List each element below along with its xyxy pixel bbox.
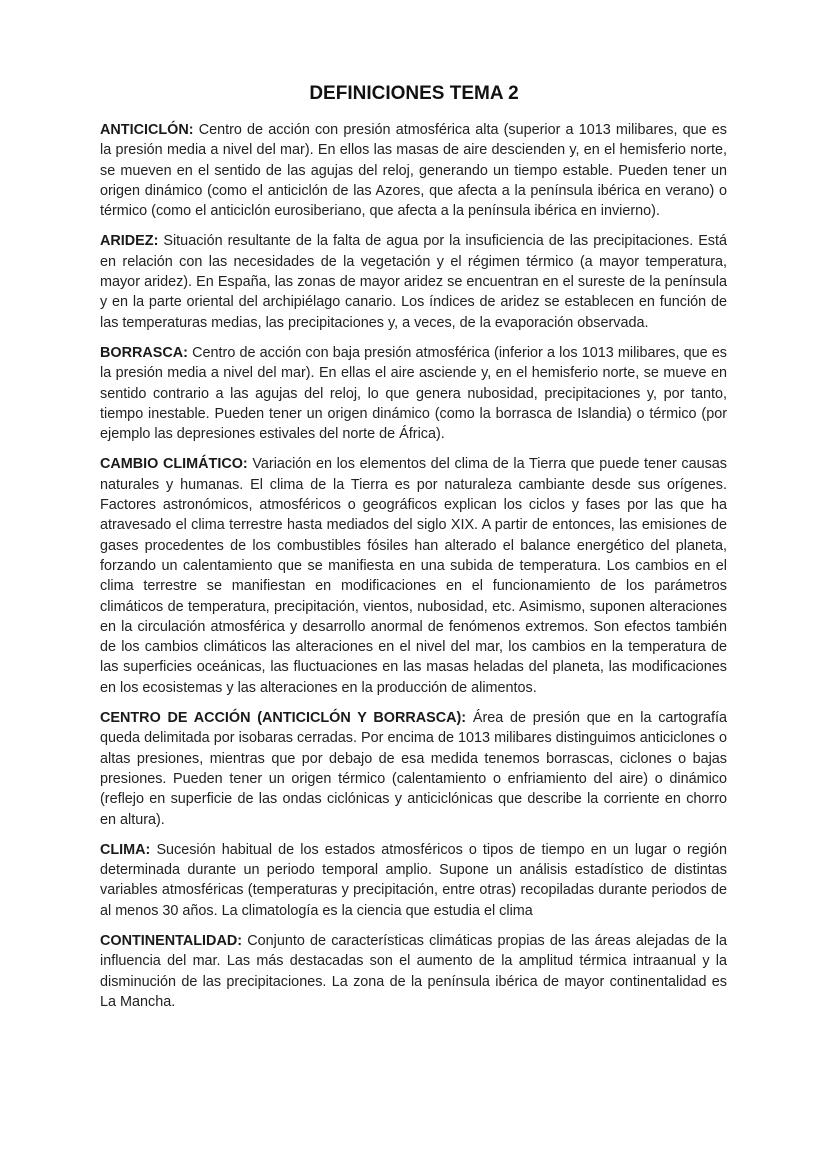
definition-text: Variación en los elementos del clima de la Tierra que puede tener causas naturales y humanas. El clima de la Tierra es por naturaleza cambiante desde sus orígenes. Factores astronómicos, atmosféricos o geográficos explican los ciclos y fases por las que ha atravesado el clima terrestre hasta mediados del siglo XIX. A partir de entonces, las emisiones de gases procedentes de los combustibles fósiles han alterado el balance energético del planeta, forzando un calentamiento que se manifiesta en una subida de temperatura. Los cambios en el clima terrestre se manifiestan en modificaciones en el funcionamiento de los parámetros climáticos de temperatura, precipitación, vientos, nubosidad, etc. Asimismo, suponen alteraciones en la circulación atmosférica y desarrollo anormal de fenómenos extremos. Son efectos también de los cambios climáticos las alteraciones en el nivel del mar, los cambios en la temperatura de las superficies oceánicas, las fluctuaciones en las masas heladas del planeta, las modificaciones en los ecosistemas y las alteraciones en la producción de alimentos. xyxy=(100,456,728,696)
term-label: BORRASCA: xyxy=(100,344,188,361)
definition-text: Centro de acción con baja presión atmosférica (inferior a los 1013 milibares, que es la presión media a nivel del mar). En ellas el aire asciende y, en el hemisferio norte, se mueve en sentido contrario a las agujas del reloj, lo que genera nubosidad, precipitaciones y, por tanto, tiempo inestable. Pueden tener un origen dinámico (como la borrasca de Islandia) o térmico (por ejemplo las depresiones estivales del norte de África). xyxy=(100,344,727,443)
term-label: ARIDEZ: xyxy=(100,233,159,250)
definition-clima xyxy=(100,840,727,921)
term-label: CENTRO DE ACCIÓN (ANTICICLÓN Y BORRASCA): xyxy=(100,710,467,727)
definitions-list xyxy=(100,120,727,1022)
definition-text: Sucesión habitual de los estados atmosféricos o tipos de tiempo en un lugar o región determinada durante un periodo temporal amplio. Supone un análisis estadístico de distintas variables atmosféricas (temperaturas y precipitación, entre otras) recopiladas durante periodos de al menos 30 años. La climatología es la ciencia que estudia el clima xyxy=(100,841,727,919)
definition-text: Centro de acción con presión atmosférica alta (superior a 1013 milibares, que es la presión media a nivel del mar). En ellos las masas de aire descienden y, en el hemisferio norte, se mueven en el sentido de las agujas del reloj, generando un tiempo estable. Pueden tener un origen dinámico (como el anticiclón de las Azores, que afecta a la península ibérica en verano) o térmico (como el anticiclón eurosiberiano, que afecta a la península ibérica en invierno). xyxy=(100,122,728,220)
document-title: DEFINICIONES TEMA 2 xyxy=(309,83,519,104)
definition-aridez xyxy=(100,231,727,332)
definition-text: Situación resultante de la falta de agua por la insuficiencia de las precipitaciones. Está en relación con las necesidades de la vegetación y el régimen térmico (a mayor temperatura, mayor aridez). En España, las zonas de mayor aridez se encuentran en el sureste de la península y en la parte oriental del archipiélago canario. Los índices de aridez se establecen en función de las temperaturas medias, las precipitaciones y, a veces, de la evaporación observada. xyxy=(100,233,728,331)
definition-text: Área de presión que en la cartografía queda delimitada por isobaras cerradas. Por encima de 1013 milibares distinguimos anticiclones o altas presiones, mientras que por debajo de esa medida tenemos borrascas, ciclones o bajas presiones. Pueden tener un origen térmico (calentamiento o enfriamiento del aire) o dinámico (reflejo en superficie de las ondas ciclónicas y anticiclónicas que describe la corriente en chorro en altura). xyxy=(100,710,727,828)
definition-anticiclon xyxy=(100,120,727,221)
term-label: CAMBIO CLIMÁTICO: xyxy=(100,456,248,473)
definition-continentalidad xyxy=(100,931,727,1012)
term-label: ANTICICLÓN: xyxy=(100,122,194,138)
definition-centro-de-accion xyxy=(100,708,727,830)
definition-borrasca xyxy=(100,343,727,444)
term-label: CONTINENTALIDAD: xyxy=(100,932,243,949)
definition-cambio-climatico xyxy=(100,454,727,698)
term-label: CLIMA: xyxy=(100,841,151,858)
definition-text: Conjunto de características climáticas propias de las áreas alejadas de la influencia del mar. Las más destacadas son el aumento de la amplitud térmica intraanual y la disminución de las precipitaciones. La zona de la península ibérica de mayor continentalidad es La Mancha. xyxy=(100,932,727,1010)
